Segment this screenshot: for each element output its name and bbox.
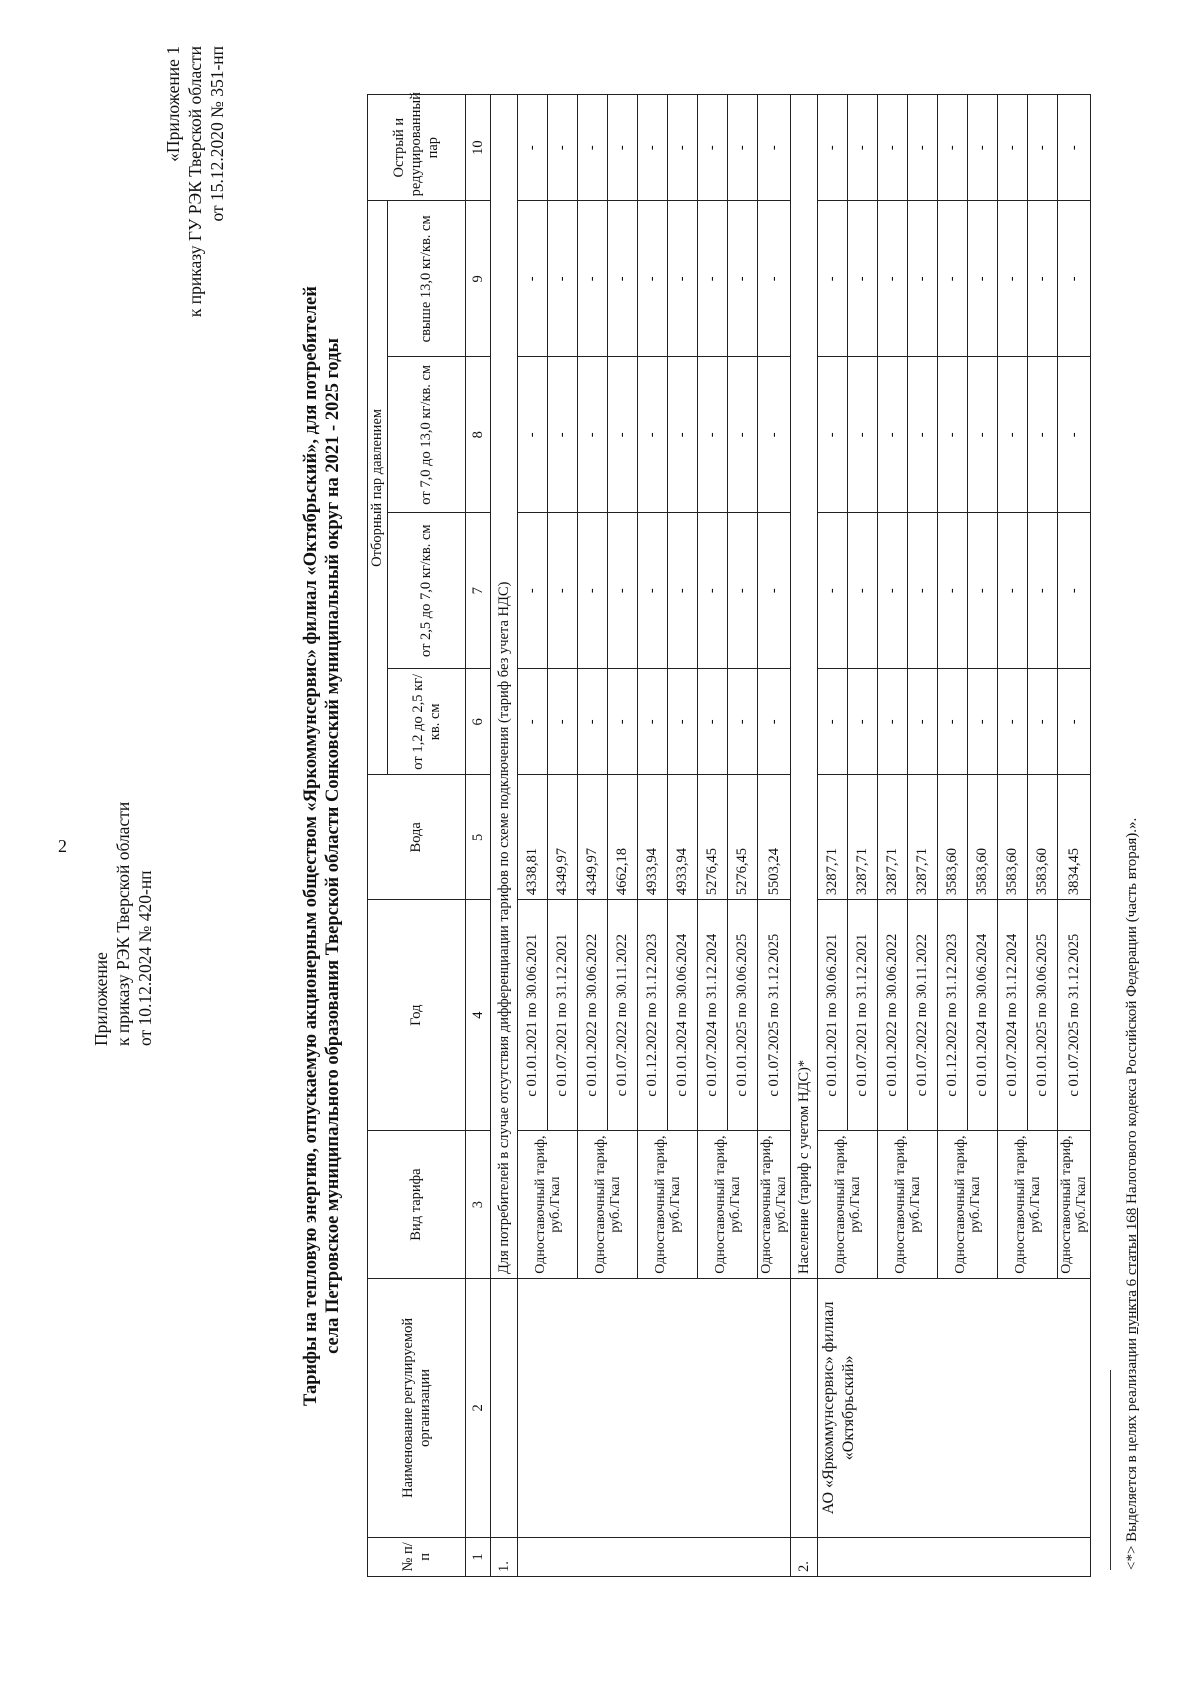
- water-cell: 3287,71: [878, 775, 908, 900]
- dash-cell: -: [998, 669, 1028, 775]
- dash-cell: -: [518, 201, 548, 357]
- col-number: 7: [466, 513, 491, 669]
- section-row: [491, 95, 518, 1577]
- dash-cell: -: [848, 357, 878, 513]
- dash-cell: -: [938, 201, 968, 357]
- dash-cell: -: [578, 95, 608, 201]
- col-number: 4: [466, 900, 491, 1131]
- dash-cell: -: [638, 669, 668, 775]
- header-pressure-1: от 1,2 до 2,5 кг/кв. см: [388, 669, 466, 775]
- tariff-type-cell: Одноставочный тариф, руб./Гкал: [758, 1131, 791, 1279]
- dash-cell: -: [548, 357, 578, 513]
- dash-cell: -: [1058, 669, 1091, 775]
- tariff-type-cell: Одноставочный тариф, руб./Гкал: [818, 1131, 878, 1279]
- dash-cell: -: [908, 201, 938, 357]
- dash-cell: -: [578, 513, 608, 669]
- dash-cell: -: [1028, 95, 1058, 201]
- col-number: 5: [466, 775, 491, 900]
- year-cell: с 01.12.2022 по 31.12.2023: [638, 900, 668, 1131]
- dash-cell: -: [758, 95, 791, 201]
- dash-cell: -: [1058, 357, 1091, 513]
- year-cell: с 01.07.2024 по 31.12.2024: [998, 900, 1028, 1131]
- dash-cell: -: [878, 513, 908, 669]
- footnote-middle: [1124, 1204, 1140, 1208]
- dash-cell: -: [818, 95, 848, 201]
- dash-cell: -: [968, 95, 998, 201]
- dash-cell: -: [698, 357, 728, 513]
- dash-cell: -: [758, 201, 791, 357]
- dash-cell: -: [908, 95, 938, 201]
- page-number: 2: [58, 836, 67, 856]
- tariff-type-cell: Одноставочный тариф, руб./Гкал: [698, 1131, 758, 1279]
- tariff-table: [367, 94, 1091, 1577]
- dash-cell: -: [548, 513, 578, 669]
- header-pressure-3: от 7,0 до 13,0 кг/кв. см: [388, 357, 466, 513]
- dash-cell: -: [548, 95, 578, 201]
- dash-cell: -: [668, 201, 698, 357]
- dash-cell: -: [578, 357, 608, 513]
- dash-cell: -: [668, 95, 698, 201]
- dash-cell: -: [998, 201, 1028, 357]
- org-cell-spacer: [791, 1279, 818, 1538]
- dash-cell: -: [608, 357, 638, 513]
- dash-cell: -: [908, 357, 938, 513]
- water-cell: 5276,45: [698, 775, 728, 900]
- dash-cell: -: [608, 513, 638, 669]
- appendix-line-1: Приложение: [91, 952, 111, 1046]
- dash-cell: -: [1058, 201, 1091, 357]
- old-appendix-line-2: к приказу ГУ РЭК Тверской области: [185, 46, 205, 318]
- water-cell: 4349,97: [578, 775, 608, 900]
- dash-cell: -: [1058, 95, 1091, 201]
- dash-cell: -: [758, 513, 791, 669]
- tariff-type-cell: Одноставочный тариф, руб./Гкал: [518, 1131, 578, 1279]
- dash-cell: -: [1028, 513, 1058, 669]
- footnote-link-article[interactable]: пункта 6 статьи 168: [1124, 1207, 1140, 1335]
- water-cell: 3287,71: [818, 775, 848, 900]
- title-line-1: Тарифы на тепловую энергию, отпускаемую акционерным обществом «Яркоммунсервис» филиал «Октябрьский», для потребителей: [301, 286, 321, 1406]
- header-year: Год: [368, 900, 466, 1131]
- old-appendix-block: [162, 46, 228, 566]
- col-number: 9: [466, 201, 491, 357]
- appendix-line-2: к приказу РЭК Тверской области: [113, 801, 133, 1046]
- dash-cell: -: [848, 201, 878, 357]
- footnote-link-code: Налогового кодекса Российской Федерации (часть вторая).».: [1124, 817, 1140, 1205]
- year-cell: с 01.01.2022 по 30.06.2022: [578, 900, 608, 1131]
- dash-cell: -: [578, 669, 608, 775]
- org-name-cell: [518, 1279, 791, 1538]
- water-cell: 3287,71: [848, 775, 878, 900]
- dash-cell: -: [668, 357, 698, 513]
- dash-cell: -: [1028, 669, 1058, 775]
- table-body: [491, 95, 1091, 1577]
- tariff-type-cell: Одноставочный тариф, руб./Гкал: [938, 1131, 998, 1279]
- dash-cell: -: [638, 201, 668, 357]
- col-number: 1: [466, 1537, 491, 1576]
- dash-cell: -: [848, 669, 878, 775]
- dash-cell: -: [848, 95, 878, 201]
- tariff-type-cell: Одноставочный тариф, руб./Гкал: [638, 1131, 698, 1279]
- dash-cell: -: [728, 357, 758, 513]
- year-cell: с 01.01.2024 по 30.06.2024: [968, 900, 998, 1131]
- dash-cell: -: [608, 201, 638, 357]
- dash-cell: -: [728, 95, 758, 201]
- dash-cell: -: [698, 95, 728, 201]
- header-sharp-steam: Острый и редуцированный пар: [368, 95, 466, 201]
- footnote-rule: [1110, 1370, 1111, 1570]
- dash-cell: -: [698, 201, 728, 357]
- dash-cell: -: [608, 95, 638, 201]
- document-title: [300, 116, 344, 1576]
- dash-cell: -: [968, 357, 998, 513]
- dash-cell: -: [728, 669, 758, 775]
- header-org: Наименование регулируемой организации: [368, 1279, 466, 1538]
- section-label: Для потребителей в случае отсутствия дифференциации тарифов по схеме подключения (тариф без учета НДС): [491, 95, 518, 1279]
- appendix-line-3: от 10.12.2024 № 420-нп: [135, 870, 155, 1046]
- year-cell: с 01.07.2022 по 30.11.2022: [608, 900, 638, 1131]
- dash-cell: -: [728, 513, 758, 669]
- old-appendix-line-3: от 15.12.2020 № 351-нп: [207, 46, 227, 222]
- table-row: [818, 95, 848, 1577]
- year-cell: с 01.07.2022 по 30.11.2022: [908, 900, 938, 1131]
- year-cell: с 01.07.2025 по 31.12.2025: [1058, 900, 1091, 1131]
- number-cell: [818, 1537, 1091, 1576]
- water-cell: 3583,60: [998, 775, 1028, 900]
- header-steam-group: Отборный пар давлением: [368, 201, 388, 775]
- water-cell: 3583,60: [1028, 775, 1058, 900]
- section-number: 1.: [491, 1537, 518, 1576]
- water-cell: 3834,45: [1058, 775, 1091, 900]
- dash-cell: -: [638, 513, 668, 669]
- dash-cell: -: [698, 669, 728, 775]
- tariff-type-cell: Одноставочный тариф, руб./Гкал: [878, 1131, 938, 1279]
- water-cell: 4338,81: [518, 775, 548, 900]
- dash-cell: -: [938, 513, 968, 669]
- water-cell: 3583,60: [968, 775, 998, 900]
- water-cell: 4933,94: [638, 775, 668, 900]
- dash-cell: -: [518, 669, 548, 775]
- year-cell: с 01.01.2021 по 30.06.2021: [518, 900, 548, 1131]
- dash-cell: -: [548, 201, 578, 357]
- col-number: 6: [466, 669, 491, 775]
- dash-cell: -: [728, 201, 758, 357]
- water-cell: 3583,60: [938, 775, 968, 900]
- year-cell: с 01.01.2024 по 30.06.2024: [668, 900, 698, 1131]
- dash-cell: -: [878, 95, 908, 201]
- tariff-type-cell: Одноставочный тариф, руб./Гкал: [998, 1131, 1058, 1279]
- column-number-row: [466, 95, 491, 1577]
- dash-cell: -: [668, 669, 698, 775]
- dash-cell: -: [968, 669, 998, 775]
- header-tariff-type: Вид тарифа: [368, 1131, 466, 1279]
- section-number: 2.: [791, 1537, 818, 1576]
- dash-cell: -: [758, 669, 791, 775]
- footnote: [1124, 818, 1141, 1570]
- old-appendix-line-1: «Приложение 1: [163, 46, 183, 162]
- dash-cell: -: [938, 669, 968, 775]
- dash-cell: -: [908, 513, 938, 669]
- dash-cell: -: [848, 513, 878, 669]
- col-number: 3: [466, 1131, 491, 1279]
- number-cell: [518, 1537, 791, 1576]
- dash-cell: -: [1028, 201, 1058, 357]
- section-row: [791, 95, 818, 1577]
- dash-cell: -: [998, 513, 1028, 669]
- year-cell: с 01.01.2021 по 30.06.2021: [818, 900, 848, 1131]
- dash-cell: -: [938, 95, 968, 201]
- water-cell: 4349,97: [548, 775, 578, 900]
- dash-cell: -: [878, 201, 908, 357]
- col-number: 10: [466, 95, 491, 201]
- dash-cell: -: [548, 669, 578, 775]
- water-cell: 5276,45: [728, 775, 758, 900]
- dash-cell: -: [818, 669, 848, 775]
- title-line-2: села Петровское муниципального образования Тверской области Сонковский муниципальный округ на 2021 - 2025 годы: [323, 338, 343, 1354]
- table-row: [518, 95, 548, 1577]
- dash-cell: -: [818, 357, 848, 513]
- dash-cell: -: [1058, 513, 1091, 669]
- col-number: 8: [466, 357, 491, 513]
- dash-cell: -: [668, 513, 698, 669]
- dash-cell: -: [878, 669, 908, 775]
- dash-cell: -: [638, 357, 668, 513]
- dash-cell: -: [908, 669, 938, 775]
- dash-cell: -: [758, 357, 791, 513]
- footnote-prefix: <*> Выделяется в целях реализации: [1124, 1334, 1140, 1570]
- section-label: Население (тариф с учетом НДС)*: [791, 95, 818, 1279]
- water-cell: 4933,94: [668, 775, 698, 900]
- water-cell: 3287,71: [908, 775, 938, 900]
- water-cell: 5503,24: [758, 775, 791, 900]
- dash-cell: -: [638, 95, 668, 201]
- dash-cell: -: [818, 513, 848, 669]
- header-no: № п/п: [368, 1537, 466, 1576]
- dash-cell: -: [518, 513, 548, 669]
- dash-cell: -: [878, 357, 908, 513]
- tariff-type-cell: Одноставочный тариф, руб./Гкал: [1058, 1131, 1091, 1279]
- dash-cell: -: [698, 513, 728, 669]
- year-cell: с 01.01.2022 по 30.06.2022: [878, 900, 908, 1131]
- dash-cell: -: [818, 201, 848, 357]
- dash-cell: -: [998, 95, 1028, 201]
- dash-cell: -: [518, 357, 548, 513]
- year-cell: с 01.07.2021 по 31.12.2021: [848, 900, 878, 1131]
- dash-cell: -: [518, 95, 548, 201]
- header-water: Вода: [368, 775, 466, 900]
- year-cell: с 01.12.2022 по 31.12.2023: [938, 900, 968, 1131]
- year-cell: с 01.07.2025 по 31.12.2025: [758, 900, 791, 1131]
- dash-cell: -: [968, 513, 998, 669]
- tariff-type-cell: Одноставочный тариф, руб./Гкал: [578, 1131, 638, 1279]
- year-cell: с 01.01.2025 по 30.06.2025: [1028, 900, 1058, 1131]
- year-cell: с 01.01.2025 по 30.06.2025: [728, 900, 758, 1131]
- dash-cell: -: [608, 669, 638, 775]
- dash-cell: -: [968, 201, 998, 357]
- col-number: 2: [466, 1279, 491, 1538]
- dash-cell: -: [578, 201, 608, 357]
- dash-cell: -: [1028, 357, 1058, 513]
- year-cell: с 01.07.2024 по 31.12.2024: [698, 900, 728, 1131]
- dash-cell: -: [998, 357, 1028, 513]
- water-cell: 4662,18: [608, 775, 638, 900]
- header-pressure-4: свыше 13,0 кг/кв. см: [388, 201, 466, 357]
- header-pressure-2: от 2,5 до 7,0 кг/кв. см: [388, 513, 466, 669]
- year-cell: с 01.07.2021 по 31.12.2021: [548, 900, 578, 1131]
- dash-cell: -: [938, 357, 968, 513]
- appendix-block: [90, 546, 156, 1046]
- org-name-cell: АО «Яркоммунсервис» филиал «Октябрьский»: [818, 1279, 1091, 1538]
- org-cell-spacer: [491, 1279, 518, 1538]
